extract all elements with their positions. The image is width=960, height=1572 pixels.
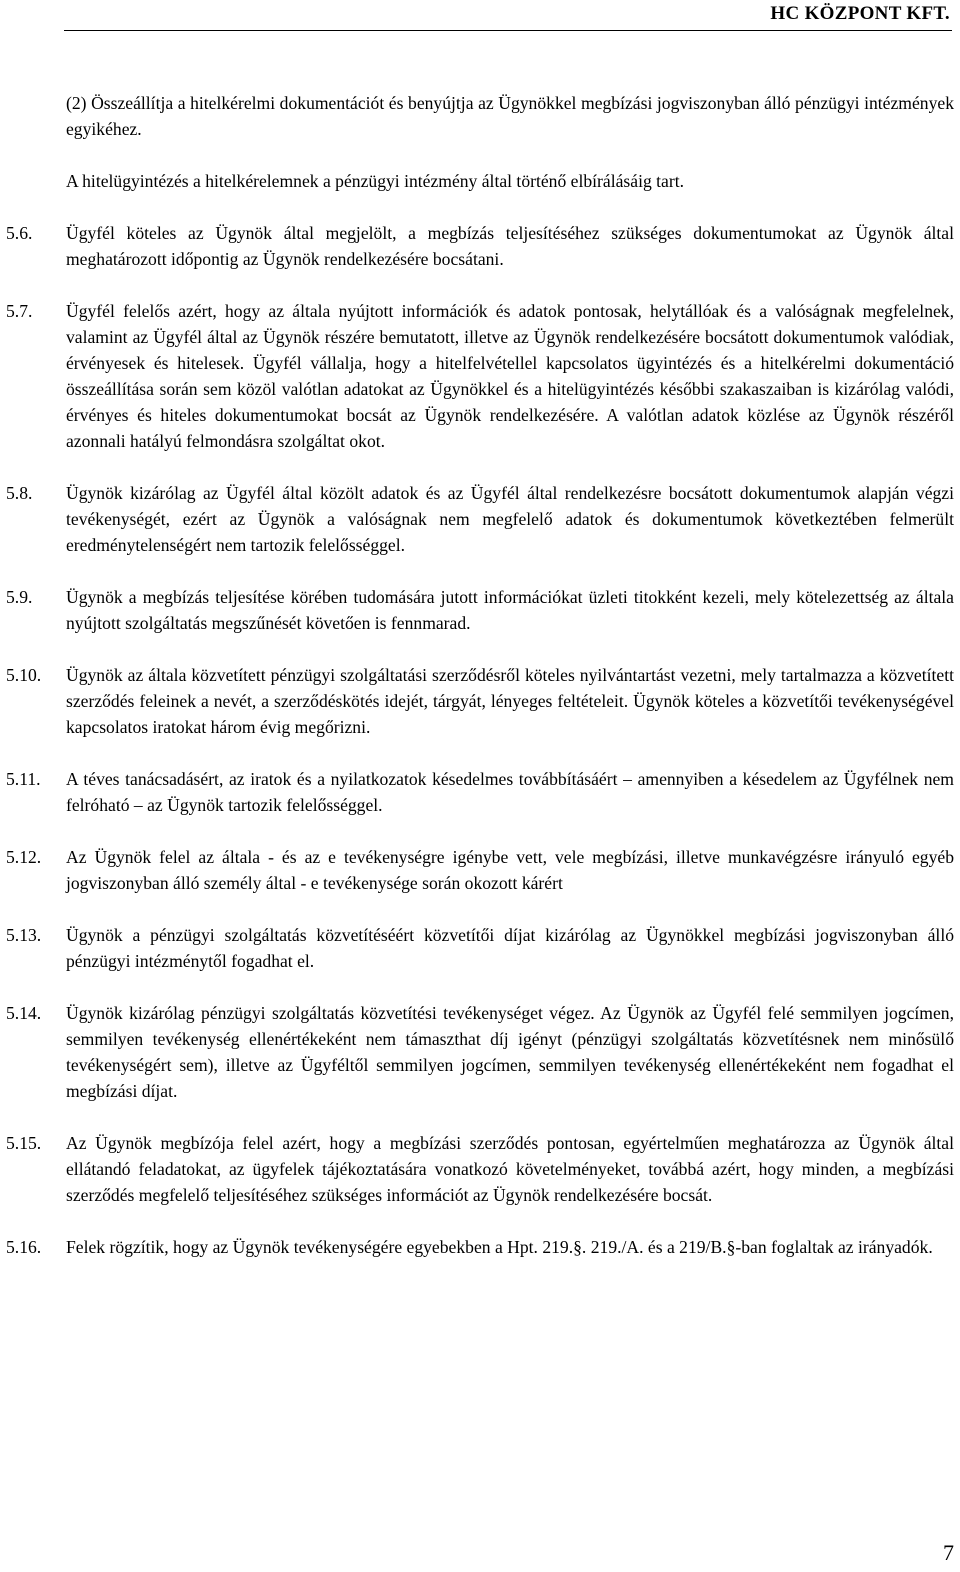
section-text: Az Ügynök felel az általa - és az e tevékenységre igénybe vett, vele megbízási, illetve munkavégzésre irányuló egyéb jogviszonyban álló személy által - e tevékenysége során okozott kárért — [66, 847, 954, 893]
section-number: 5.6. — [6, 223, 33, 243]
section-5-14 — [6, 1000, 954, 1104]
section-number: 5.15. — [6, 1133, 42, 1153]
section-number: 5.13. — [6, 925, 42, 945]
section-text: Ügyfél köteles az Ügynök által megjelölt, a megbízás teljesítéséhez szükséges dokumentumokat az Ügynök által meghatározott időpontig az Ügynök rendelkezésére bocsátani. — [66, 223, 954, 269]
section-5-16 — [6, 1234, 954, 1260]
page-number: 7 — [943, 1540, 954, 1565]
section-text: Az Ügynök megbízója felel azért, hogy a megbízási szerződés pontosan, egyértelműen meghatározza az Ügynök által ellátandó feladatokat, az ügyfelek tájékoztatására vonatkozó követelményeket, továbbá azért, hogy minden, a megbízási szerződés megfelelő teljesítéséhez szükséges információt az Ügynök rendelkezésére bocsát. — [66, 1133, 954, 1205]
section-text: A téves tanácsadásért, az iratok és a nyilatkozatok késedelmes továbbításáért – amennyiben a késedelem az Ügyfélnek nem felróható – az Ügynök tartozik felelősséggel. — [66, 769, 954, 815]
section-number: 5.11. — [6, 769, 41, 789]
section-5-10 — [6, 662, 954, 740]
section-text: Ügyfél felelős azért, hogy az általa nyújtott információk és adatok pontosak, helytállóak és a valóságnak megfelelnek, valamint az Ügyfél által az Ügynök részére bemutatott, illetve az Ügynök rendelkezésére bocsátott dokumentumok valódiak, érvényesek és hitelesek. Ügyfél vállalja, hogy a hitelfelvétellel kapcsolatos ügyintézés és a hitelkérelmi dokumentáció összeállítása során sem közöl valótlan adatokat az Ügynökkel és a hitelügyintézés későbbi szakaszaiban is kizárólag valódi, érvényes és hiteles dokumentumokat bocsát az Ügynök rendelkezésére. A valótlan adatok közlése az Ügynök részéről azonnali hatályú felmondásra szolgáltat okot. — [66, 301, 954, 451]
section-5-9 — [6, 584, 954, 636]
intro-text-2: A hitelügyintézés a hitelkérelemnek a pénzügyi intézmény által történő elbírálásáig tart. — [66, 171, 684, 191]
section-5-15 — [6, 1130, 954, 1208]
section-number: 5.16. — [6, 1237, 42, 1257]
section-5-7 — [6, 298, 954, 454]
header-rule — [64, 30, 952, 31]
section-text: Ügynök a pénzügyi szolgáltatás közvetítéséért közvetítői díjat kizárólag az Ügynökkel megbízási jogviszonyban álló pénzügyi intézménytől fogadhat el. — [66, 925, 954, 971]
section-text: Ügynök a megbízás teljesítése körében tudomására jutott információkat üzleti titokként kezeli, mely kötelezettség az általa nyújtott szolgáltatás megszűnését követően is fennmarad. — [66, 587, 954, 633]
section-number: 5.12. — [6, 847, 42, 867]
section-number: 5.9. — [6, 587, 33, 607]
intro-paragraph — [66, 168, 954, 194]
section-number: 5.7. — [6, 301, 33, 321]
company-header: HC KÖZPONT KFT. — [770, 3, 950, 24]
section-5-12 — [6, 844, 954, 896]
section-text: Felek rögzítik, hogy az Ügynök tevékenységére egyebekben a Hpt. 219.§. 219./A. és a 219/B.§-ban foglaltak az irányadók. — [66, 1237, 933, 1257]
section-text: Ügynök kizárólag az Ügyfél által közölt adatok és az Ügyfél által rendelkezésre bocsátott dokumentumok alapján végzi tevékenységét, ezért az Ügynök a valóságnak nem megfelelő adatok és dokumentumok következtében felmerült eredménytelenségért nem tartozik felelősséggel. — [66, 483, 954, 555]
section-number: 5.10. — [6, 665, 42, 685]
section-text: Ügynök az általa közvetített pénzügyi szolgáltatási szerződésről köteles nyilvántartást vezetni, mely tartalmazza a közvetített szerződés feleinek a nevét, a szerződéskötés idejét, tárgyát, lényeges feltételeit. Ügynök köteles a közvetítői tevékenységével kapcsolatos iratokat három évig megőrizni. — [66, 665, 954, 737]
intro-text-1: (2) Összeállítja a hitelkérelmi dokumentációt és benyújtja az Ügynökkel megbízási jogviszonyban álló pénzügyi intézmények egyikéhez. — [66, 93, 954, 139]
section-text: Ügynök kizárólag pénzügyi szolgáltatás közvetítési tevékenységet végez. Az Ügynök az Ügyfél felé semmilyen jogcímen, semmilyen tevékenység ellenértékeként nem támaszthat díj igényt (pénzügyi szolgáltatás közvetítésnek nem minősülő tevékenységért sem), illetve az Ügyféltől semmilyen jogcímen, semmilyen tevékenység ellenértékeként nem fogadhat el megbízási díjat. — [66, 1003, 954, 1101]
section-5-8 — [6, 480, 954, 558]
intro-paragraph — [66, 90, 954, 142]
section-number: 5.8. — [6, 483, 33, 503]
document-body — [6, 90, 954, 1286]
section-5-11 — [6, 766, 954, 818]
section-5-13 — [6, 922, 954, 974]
section-number: 5.14. — [6, 1003, 42, 1023]
section-5-6 — [6, 220, 954, 272]
